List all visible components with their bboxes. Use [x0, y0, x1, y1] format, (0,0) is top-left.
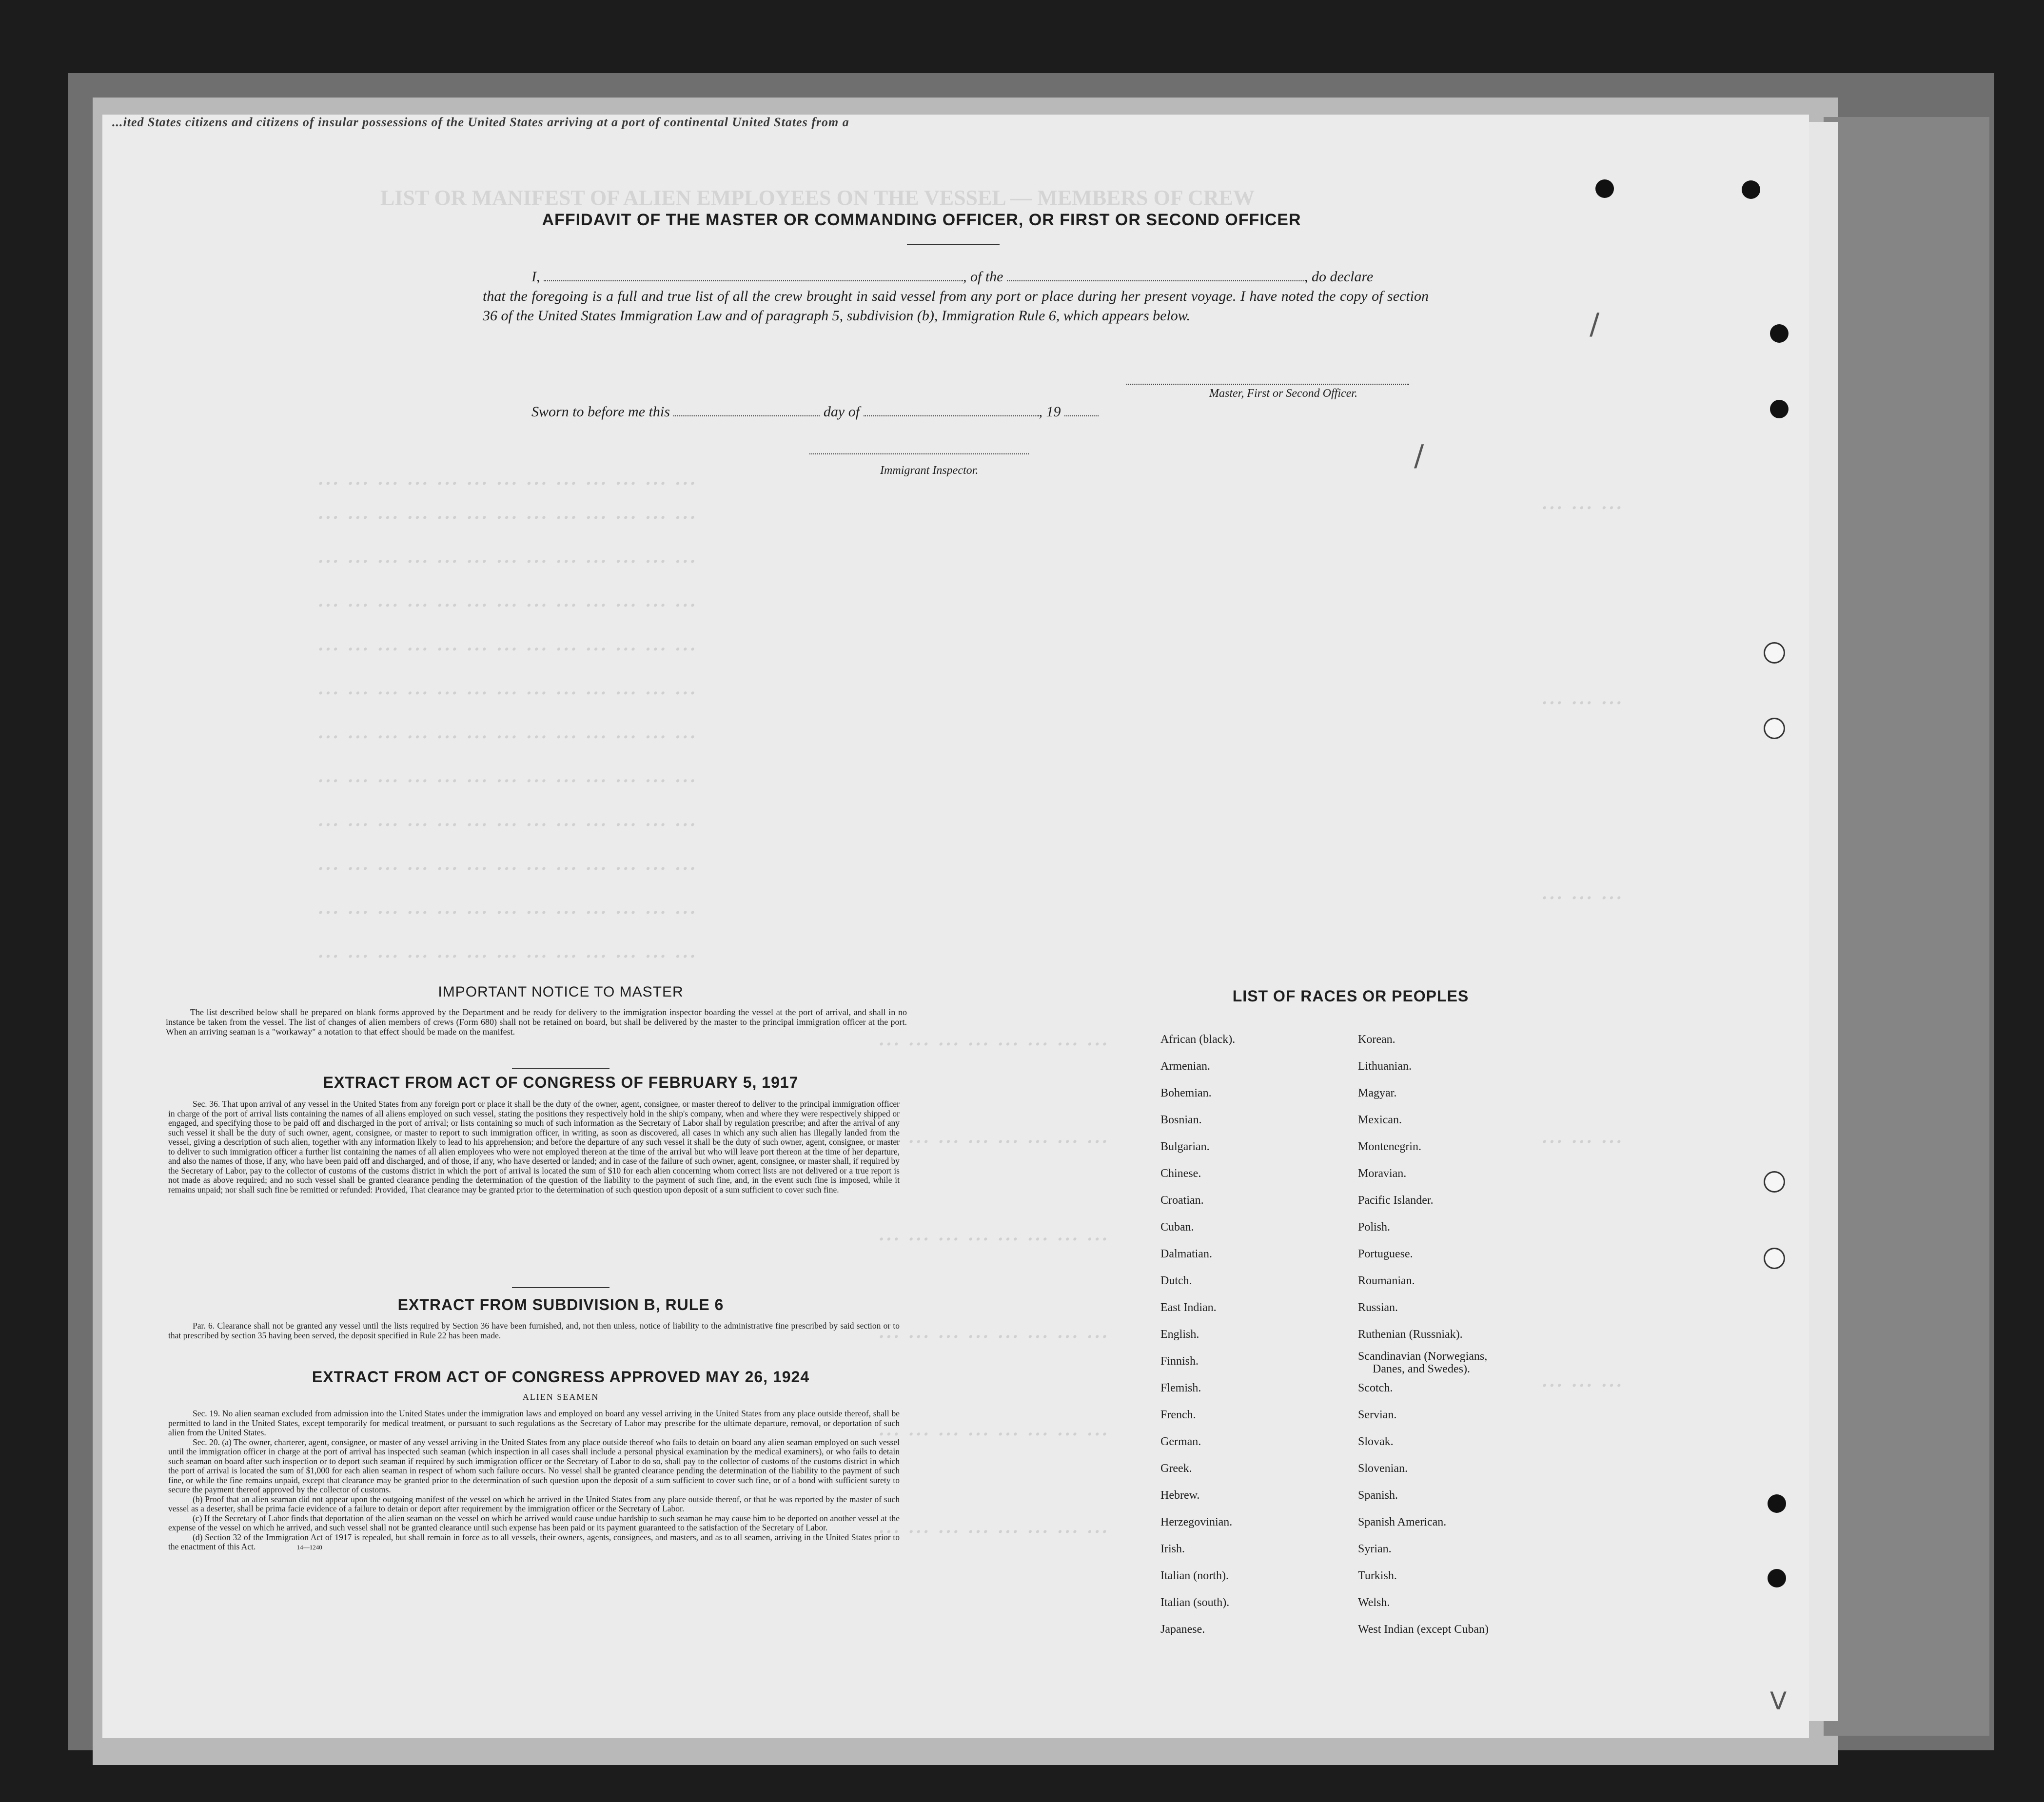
race-item: Mexican.	[1358, 1114, 1402, 1126]
sec20b-text: (b) Proof that an alien seaman did not appear upon the outgoing manifest of the vessel on which he arrived in the United States from any place outside thereof, or that he was reported by the master of such vessel as a deserter, shall be prima facie evidence of a failure to detain or deport after requirement by the immigration officer or the Secretary of Labor.	[168, 1494, 900, 1513]
binder-hole	[1768, 1569, 1786, 1587]
extract-1917-body	[168, 1099, 900, 1195]
sec20a-text: Sec. 20. (a) The owner, charterer, agent, consignee, or master of any vessel arriving in the United States from any place outside thereof who fails to detain on board any alien seaman employed on such vessel until the immigration officer in charge at the port of arrival has inspected such seaman (which inspection in all cases shall include a personal physical examination by the medical examiners), or who fails to detain such seaman on board after such inspection or to deport such seaman if required by such immigration officer or the Secretary of Labor to do so, shall pay to the collector of customs of the customs district in which the port of arrival is located the sum of $1,000 for each alien seaman in respect of whom such failure occurs. No vessel shall be granted clearance pending the determination of the liability to the payment of such fine, or while the fine remains unpaid, except that clearance may be granted prior to the determination of such question upon the deposit of a sum sufficient to cover such fine, or of a bond with sufficient surety to secure the payment thereof approved by the collector of customs.	[168, 1437, 900, 1494]
do-declare-label: , do declare	[1304, 269, 1374, 285]
binder-hole	[1765, 1249, 1784, 1268]
affidavit-declaration	[483, 267, 1434, 326]
race-item: Spanish.	[1358, 1489, 1398, 1502]
race-item: Roumanian.	[1358, 1274, 1415, 1287]
race-item: German.	[1160, 1435, 1201, 1448]
race-item: African (black).	[1160, 1033, 1236, 1046]
binder-hole	[1742, 180, 1760, 199]
race-item: Spanish American.	[1358, 1516, 1447, 1528]
race-item: Syrian.	[1358, 1543, 1392, 1555]
day-of-label: day of	[823, 404, 860, 420]
race-item: Greek.	[1160, 1462, 1192, 1475]
race-item: Hebrew.	[1160, 1489, 1200, 1502]
race-item: Bosnian.	[1160, 1114, 1202, 1126]
alien-seamen-heading: ALIEN SEAMEN	[522, 1392, 599, 1402]
extract-rule6-rule	[512, 1287, 609, 1288]
extract-1924-body	[168, 1409, 900, 1552]
race-item: Armenian.	[1160, 1060, 1210, 1073]
race-item: Korean.	[1358, 1033, 1395, 1046]
sec20d-text	[168, 1533, 900, 1552]
race-item: Dutch.	[1160, 1274, 1192, 1287]
race-item: Portuguese.	[1358, 1248, 1413, 1260]
of-the-label: , of the	[963, 269, 1003, 285]
day-field[interactable]	[673, 405, 820, 416]
race-item: Scandinavian (Norwegians,	[1358, 1350, 1488, 1363]
extract-1917-rule	[512, 1068, 609, 1069]
race-item-continuation: Danes, and Swedes).	[1373, 1363, 1470, 1375]
race-item: Finnish.	[1160, 1355, 1199, 1368]
race-item: English.	[1160, 1328, 1199, 1341]
notice-title: IMPORTANT NOTICE TO MASTER	[438, 984, 684, 1000]
vessel-field[interactable]	[1007, 270, 1304, 281]
check-mark: V	[1770, 1687, 1787, 1715]
header-strip: ...ited States citizens and citizens of insular possessions of the United States arriving at a port of continental United States from a	[112, 115, 849, 129]
race-item: Slovak.	[1358, 1435, 1394, 1448]
race-item: French.	[1160, 1409, 1196, 1421]
races-title: LIST OF RACES OR PEOPLES	[1232, 987, 1469, 1005]
extract-1924-title: EXTRACT FROM ACT OF CONGRESS APPROVED MAY 26, 1924	[312, 1368, 810, 1386]
race-item: Welsh.	[1358, 1596, 1390, 1609]
race-item: Flemish.	[1160, 1382, 1201, 1394]
i-label: I,	[531, 269, 540, 285]
binder-hole	[1768, 1494, 1786, 1513]
month-field[interactable]	[864, 405, 1039, 416]
inspector-signature-line[interactable]	[809, 453, 1029, 454]
race-item: Polish.	[1358, 1221, 1391, 1234]
race-item: Bulgarian.	[1160, 1140, 1210, 1153]
title-rule	[907, 244, 1000, 245]
side-sheet	[1824, 117, 1989, 1736]
race-item: Ruthenian (Russniak).	[1358, 1328, 1463, 1341]
race-item: Herzegovinian.	[1160, 1516, 1233, 1528]
race-item: Chinese.	[1160, 1167, 1201, 1180]
affidavit-title: AFFIDAVIT OF THE MASTER OR COMMANDING OFFICER, OR FIRST OR SECOND OFFICER	[542, 211, 1301, 229]
race-item: Cuban.	[1160, 1221, 1194, 1234]
sworn-label: Sworn to before me this	[531, 404, 670, 420]
race-item: Dalmatian.	[1160, 1248, 1212, 1260]
side-stub	[1804, 122, 1838, 1721]
binder-hole	[1765, 1173, 1784, 1191]
race-item: Montenegrin.	[1358, 1140, 1421, 1153]
extract-rule6-title: EXTRACT FROM SUBDIVISION B, RULE 6	[397, 1296, 724, 1313]
race-item: Servian.	[1358, 1409, 1397, 1421]
binder-hole	[1765, 719, 1784, 738]
race-item: Croatian.	[1160, 1194, 1204, 1207]
sworn-line	[531, 404, 1099, 420]
race-item: Slovenian.	[1358, 1462, 1408, 1475]
notice-body: The list described below shall be prepared on blank forms approved by the Department and be ready for delivery to the immigration inspector boarding the vessel at the port of arrival, and shall in no instance be taken from the vessel. The list of changes of alien members of crews (Form 680) shall not be retained on board, but shall be delivered by the master to the principal immigration officer at the port. When an arriving seaman is a "workaway" a notation to that effect should be made on the manifest.	[166, 1007, 907, 1037]
binder-hole	[1595, 179, 1614, 198]
race-item: Japanese.	[1160, 1623, 1205, 1636]
extract-rule6-body	[168, 1321, 900, 1340]
race-item: Russian.	[1358, 1301, 1398, 1314]
master-label: Master, First or Second Officer.	[1209, 387, 1357, 400]
binder-hole	[1770, 324, 1788, 343]
check-mark: /	[1414, 439, 1424, 473]
race-item: Lithuanian.	[1358, 1060, 1412, 1073]
race-item: Scotch.	[1358, 1382, 1393, 1394]
master-signature-line[interactable]	[1126, 384, 1409, 385]
race-item: West Indian (except Cuban)	[1358, 1623, 1489, 1636]
sec20d-body: (d) Section 32 of the Immigration Act of 1917 is repealed, but shall remain in force as to all vessels, their owners, agents, consignees, and masters, and as to all seamen, arriving in the United States prior to the enactment of this Act.	[168, 1532, 900, 1551]
race-item: Italian (south).	[1160, 1596, 1230, 1609]
race-item: Irish.	[1160, 1543, 1185, 1555]
year-field[interactable]	[1064, 405, 1099, 416]
race-item: Turkish.	[1358, 1569, 1397, 1582]
extract-rule6-text: Par. 6. Clearance shall not be granted any vessel until the lists required by Section 36 have been furnished, and, not then unless, notice of liability to the administrative fine prescribed by said section or to that prescribed by section 35 having been served, the deposit specified in Rule 22 has been made.	[168, 1321, 900, 1340]
race-item: Pacific Islander.	[1358, 1194, 1434, 1207]
race-item: East Indian.	[1160, 1301, 1217, 1314]
affidavit-text: that the foregoing is a full and true list of all the crew brought in said vessel from any port or place during her present voyage. I have noted the copy of section 36 of the United States Immigration Law and of paragraph 5, subdivision (b), Immigration Rule 6, which appears below.	[483, 288, 1429, 324]
race-item: Bohemian.	[1160, 1087, 1212, 1099]
extract-1917-title: EXTRACT FROM ACT OF CONGRESS OF FEBRUARY 5, 1917	[323, 1074, 799, 1091]
name-field[interactable]	[544, 270, 963, 281]
race-item: Italian (north).	[1160, 1569, 1229, 1582]
year-label: , 19	[1039, 404, 1061, 420]
race-item: Magyar.	[1358, 1087, 1397, 1099]
sec19-text: Sec. 19. No alien seaman excluded from admission into the United States under the immigration laws and employed on board any vessel arriving in the United States from any place outside thereof, shall be permitted to land in the United States, except temporarily for medical treatment, or pursuant to such regulations as the Secretary of Labor may prescribe for the ultimate departure, removal, or deportation of such alien from the United States.	[168, 1409, 900, 1437]
binder-hole	[1765, 644, 1784, 662]
sec20c-text: (c) If the Secretary of Labor finds that deportation of the alien seaman on the vessel on which he arrived would cause undue hardship to such seaman he may cause him to be deported on another vessel at the expense of the vessel on which he arrived, and such vessel shall not be granted clearance until such expense has been paid or its payment guaranteed to the satisfaction of the Secretary of Labor.	[168, 1513, 900, 1532]
extract-1917-text: Sec. 36. That upon arrival of any vessel in the United States from any foreign port or place it shall be the duty of the owner, agent, consignee, or master thereof to deliver to the principal immigration officer in charge of the port of arrival lists containing the names of all aliens employed on such vessel, stating the positions they respectively hold in the ship's company, when and where they were respectively shipped or engaged, and specifying those to be paid off and discharged in the port of arrival; or lists containing so much of such information as the Secretary of Labor shall by regulation prescribe; and after the arrival of any such vessel it shall be the duty of such owner, agent, consignee, or master to report to such immigration officer, in writing, as soon as discovered, all cases in which any such alien has illegally landed from the vessel, giving a description of such alien, together with any information likely to lead to his apprehension; and before the departure of any such vessel it shall be the duty of such owner, agent, consignee, or master to deliver to such immigration officer a further list containing the names of all alien employees who were not employed thereon at the time of the arrival but who will leave port thereon at the time of her departure, and also the names of those, if any, who have been paid off and discharged, and of those, if any, who have deserted or landed; and in case of the failure of such owner, agent, consignee, or master shall, if required by the Secretary of Labor, pay to the collector of customs of the customs district in which the port of arrival is located the sum of $10 for each alien concerning whom correct lists are not delivered or a true report is not made as above required; and no such vessel shall be granted clearance pending the determination of the question of the liability to the payment of such fine, and, in the event such fine is imposed, while it remains unpaid; nor shall such fine be remitted or refunded: Provided, That clearance may be granted prior to the determination of such question upon deposit of a sum sufficient to cover such fine.	[168, 1099, 900, 1195]
inspector-label: Immigrant Inspector.	[880, 464, 979, 477]
form-number: 14—1240	[296, 1544, 322, 1551]
check-mark: /	[1590, 307, 1600, 341]
race-item: Moravian.	[1358, 1167, 1407, 1180]
binder-hole	[1770, 400, 1788, 418]
